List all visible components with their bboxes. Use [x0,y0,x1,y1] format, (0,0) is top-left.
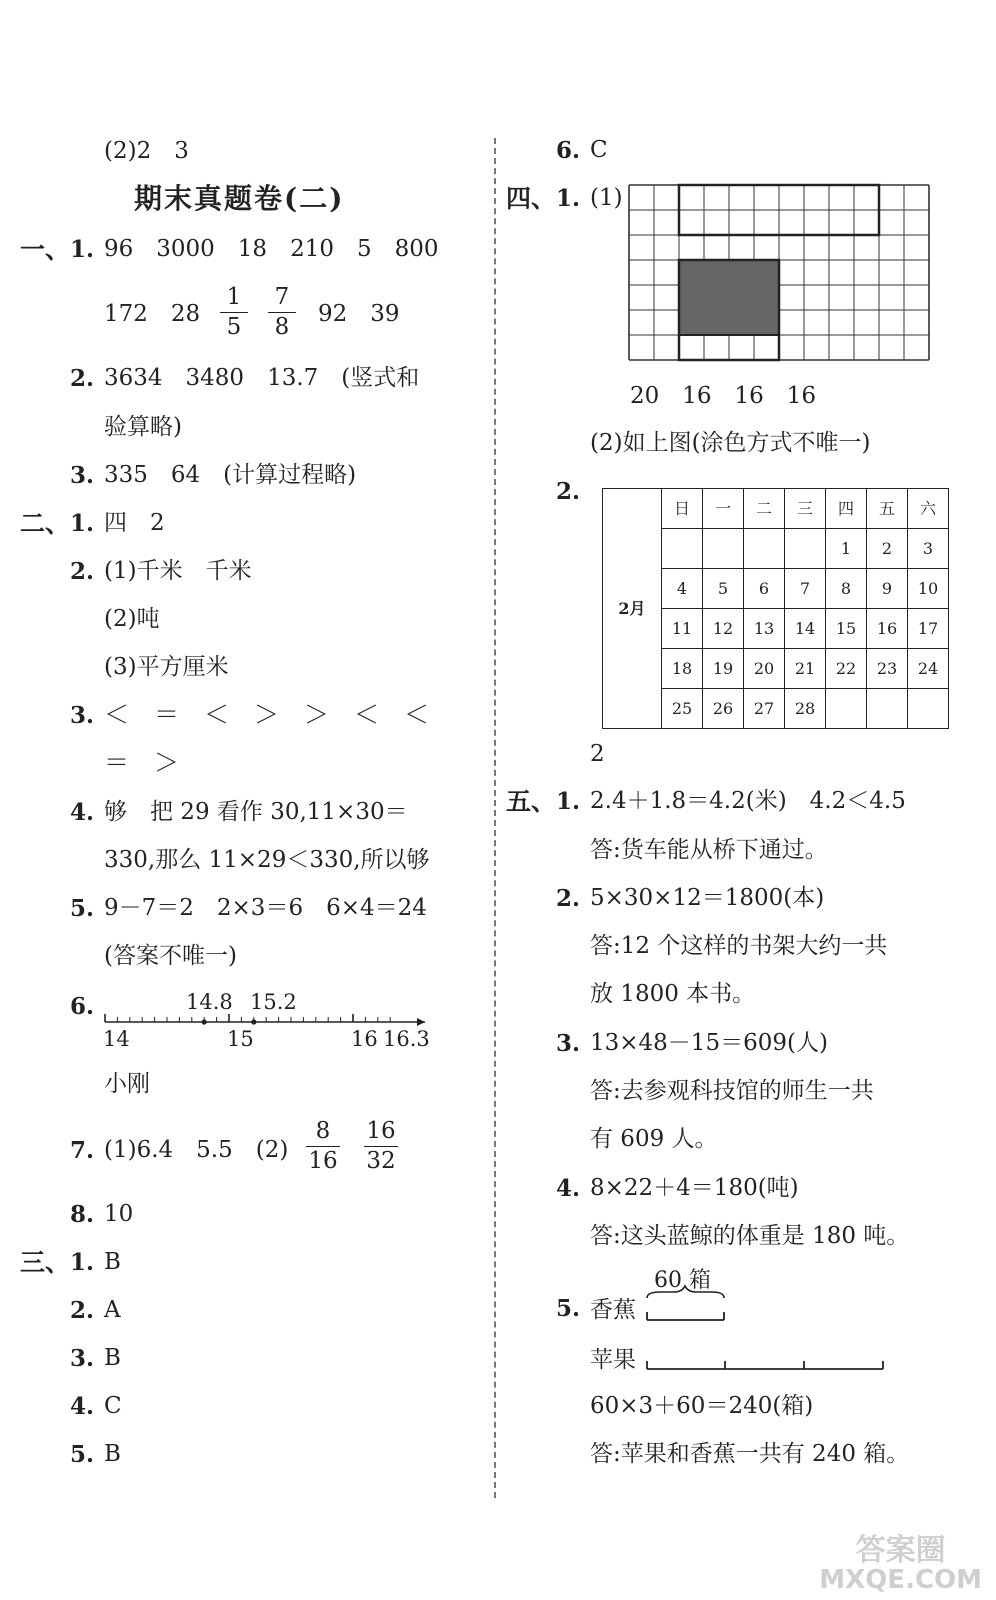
fraction-bar [364,1146,398,1147]
s5-q4-l2: 答:这头蓝鲸的体重是 180 吨。 [590,1223,910,1249]
calendar-day [662,529,703,569]
calendar-day: 23 [867,649,908,689]
number-line-label-15.2: 15.2 [250,990,297,1014]
calendar-day: 19 [703,649,744,689]
calendar-day: 25 [662,689,703,729]
r-q6-num: 6. [556,137,581,164]
s1-q1-num: 1. [70,236,95,263]
s3-q1-text: B [104,1249,121,1275]
s5-q2-l3: 放 1800 本书。 [590,981,756,1007]
s2-q2-l1: (1)千米 千米 [104,558,252,584]
fraction-denominator: 8 [274,314,290,340]
calendar-day: 6 [744,569,785,609]
s1-q1-line2a: 172 28 [104,301,201,327]
s3-q3-num: 3. [70,1345,95,1372]
s3-q3-text: B [104,1345,121,1371]
s2-q5-l2: (答案不唯一) [104,943,237,969]
calendar-day: 21 [785,649,826,689]
s2-q4-num: 4. [70,799,95,826]
calendar-day: 5 [703,569,744,609]
s2-q8-num: 8. [70,1201,95,1228]
apple-label: 苹果 [590,1347,636,1373]
s2-q2-num: 2. [70,558,95,585]
s5-q4-num: 4. [556,1175,581,1202]
s3-q4-text: C [104,1393,122,1419]
calendar-day: 27 [744,689,785,729]
calendar-day: 11 [662,609,703,649]
s5-q1-l2: 答:货车能从桥下通过。 [590,837,828,863]
calendar-table [602,488,949,729]
s5-q5-l2: 答:苹果和香蕉一共有 240 箱。 [590,1441,910,1467]
s2-q7-fraction-1 [306,1120,340,1173]
s5-q3-num: 3. [556,1030,581,1057]
number-line-arrow [417,1018,425,1026]
s5-q3-l1: 13×48－15＝609(人) [590,1030,828,1056]
s2-q5-num: 5. [70,895,95,922]
s2-q7-text: (1)6.4 5.5 (2) [104,1137,289,1163]
calendar-day: 7 [785,569,826,609]
section-4-label: 四、 [506,184,557,213]
s4-q1-values: 20 16 16 16 [630,383,817,409]
number-line-ticks [105,1014,425,1026]
s5-q2-l2: 答:12 个这样的书架大约一共 [590,933,888,959]
calendar-header-row [603,489,949,529]
s2-q7-num: 7. [70,1137,95,1164]
s2-q4-l2: 330,那么 11×29＜330,所以够 [104,847,430,873]
calendar-day [785,529,826,569]
s4-q2-answer: 2 [590,741,605,767]
calendar-day: 2 [867,529,908,569]
calendar-day: 20 [744,649,785,689]
weekday-header: 四 [826,489,867,529]
weekday-header: 二 [744,489,785,529]
s2-q1-text: 四 2 [104,510,165,536]
s1-q2-line1: 3634 3480 13.7 (竖式和 [104,365,420,391]
s2-q3-l2: ＝ ＞ [104,748,180,777]
s3-q2-num: 2. [70,1297,95,1324]
number-line-point [202,1019,207,1024]
calendar-day [744,529,785,569]
brace [647,1286,724,1298]
grid-diagram [629,185,931,362]
watermark [819,1535,982,1594]
fraction-numerator: 1 [226,284,242,310]
s2-q2-l3: (3)平方厘米 [104,654,229,680]
number-line-label-14.8: 14.8 [186,990,233,1014]
s2-q3-num: 3. [70,702,95,729]
calendar-month: 2月 [603,489,662,729]
fraction-numerator: 8 [315,1118,331,1144]
s5-q1-num: 1. [556,788,581,815]
s3-q2-text: A [104,1297,121,1323]
calendar-day: 14 [785,609,826,649]
weekday-header: 一 [703,489,744,529]
s4-q1-num: 1. [556,185,581,212]
fraction-bar [268,312,296,313]
weekday-header: 五 [867,489,908,529]
s5-q3-l3: 有 609 人。 [590,1126,718,1152]
s5-q3-l2: 答:去参观科技馆的师生一共 [590,1078,874,1104]
calendar-day [867,689,908,729]
calendar-day: 1 [826,529,867,569]
s2-q4-l1: 够 把 29 看作 30,11×30＝ [104,799,408,825]
fraction-denominator: 32 [366,1148,396,1174]
s4-q1-note: (2)如上图(涂色方式不唯一) [590,430,871,456]
s1-q1-fraction-1 [220,286,248,339]
bar-diagram [640,1286,890,1376]
s3-q5-num: 5. [70,1441,95,1468]
weekday-header: 日 [662,489,703,529]
fraction-bar [220,312,248,313]
s5-q2-l1: 5×30×12＝1800(本) [590,885,825,911]
calendar-day: 9 [867,569,908,609]
s1-q3-line1: 335 64 (计算过程略) [104,462,357,488]
s2-q7-fraction-2 [364,1120,398,1173]
calendar-day: 13 [744,609,785,649]
s2-q8-text: 10 [104,1201,134,1227]
calendar-day: 16 [867,609,908,649]
calendar-day [826,689,867,729]
calendar-day: 4 [662,569,703,609]
banana-label: 香蕉 [590,1297,636,1323]
weekday-header: 六 [908,489,949,529]
s2-q1-num: 1. [70,510,95,537]
column-divider [494,138,496,1498]
calendar-day: 3 [908,529,949,569]
s3-q4-num: 4. [70,1393,95,1420]
s1-q1-line1: 96 3000 18 210 5 800 [104,236,439,262]
s4-q1-sub: (1) [590,185,623,211]
calendar-day: 10 [908,569,949,609]
calendar-day [908,689,949,729]
top-line: (2)2 3 [104,138,189,164]
calendar-day: 15 [826,609,867,649]
calendar-day: 28 [785,689,826,729]
s2-q5-l1: 9－7＝2 2×3＝6 6×4＝24 [104,895,427,921]
section-2-label: 二、 [20,509,71,538]
calendar-day: 26 [703,689,744,729]
number-line-tick-15: 15 [227,1027,254,1051]
page-title: 期末真题卷(二) [134,182,345,215]
s5-q5-num: 5. [556,1295,581,1322]
number-line-tick-14: 14 [103,1027,130,1051]
fraction-numerator: 7 [274,284,290,310]
number-line-point [251,1019,256,1024]
s1-q2-num: 2. [70,365,95,392]
s1-q1-line2b: 92 39 [318,301,400,327]
calendar-day: 22 [826,649,867,689]
s5-q1-l1: 2.4＋1.8＝4.2(米) 4.2＜4.5 [590,788,906,814]
section-1-label: 一、 [20,235,71,264]
s5-q4-l1: 8×22＋4＝180(吨) [590,1175,799,1201]
s3-q5-text: B [104,1441,121,1467]
number-line-tick-16.3: 16.3 [383,1027,430,1051]
s2-q3-l1: ＜ ＝ ＜ ＞ ＞ ＜ ＜ [104,700,430,729]
s2-q6-answer: 小刚 [104,1071,150,1097]
s1-q1-fraction-2 [268,286,296,339]
s2-q2-l2: (2)吨 [104,606,160,632]
r-q6-text: C [590,137,608,163]
s1-q3-num: 3. [70,462,95,489]
fraction-denominator: 5 [226,314,242,340]
calendar-day: 12 [703,609,744,649]
s4-q2-num: 2. [556,478,581,505]
calendar-day: 24 [908,649,949,689]
fraction-numerator: 16 [366,1118,396,1144]
section-3-label: 三、 [20,1248,71,1277]
calendar-day: 17 [908,609,949,649]
number-line-tick-16: 16 [351,1027,378,1051]
s5-q2-num: 2. [556,885,581,912]
section-5-label: 五、 [506,787,557,816]
fraction-bar [306,1146,340,1147]
s5-q5-l1: 60×3＋60＝240(箱) [590,1393,814,1419]
s1-q2-line2: 验算略) [104,414,182,440]
calendar-day [703,529,744,569]
calendar-day: 8 [826,569,867,609]
fraction-denominator: 16 [308,1148,338,1174]
calendar-day: 18 [662,649,703,689]
watermark-line1: 答案圈 [855,1533,946,1569]
s2-q6-num: 6. [70,993,95,1020]
brace-label: 60 箱 [654,1268,711,1293]
weekday-header: 三 [785,489,826,529]
s3-q1-num: 1. [70,1249,95,1276]
watermark-line2: MXQE.COM [819,1564,982,1595]
shaded-rectangle [679,260,779,335]
